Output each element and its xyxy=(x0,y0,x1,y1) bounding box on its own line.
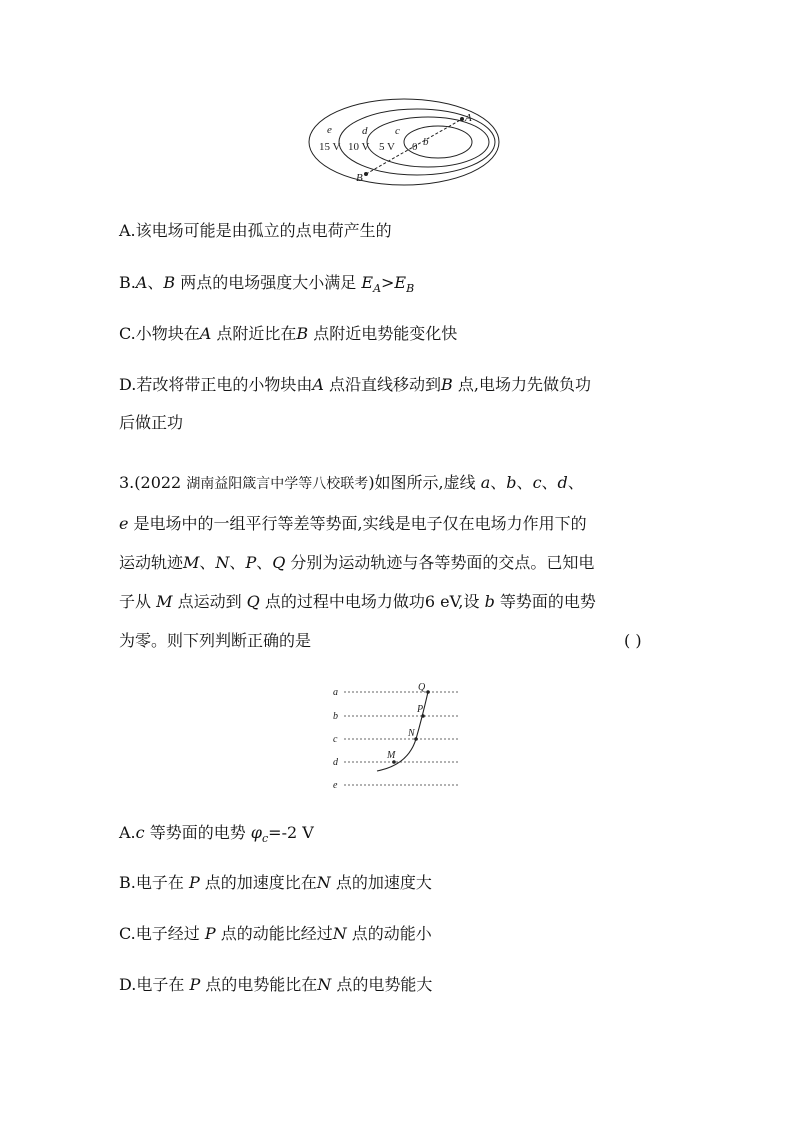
q2-option-b xyxy=(119,272,414,300)
var: N xyxy=(316,873,331,892)
var: b xyxy=(506,473,517,492)
stem-text: 为零。则下列判断正确的是 xyxy=(119,631,312,650)
label-c: c xyxy=(395,125,400,137)
option-text: 两点的电场强度大小满足 xyxy=(175,273,362,292)
line-label-d: d xyxy=(333,757,338,768)
q2-option-a xyxy=(119,220,392,242)
var: e xyxy=(119,514,129,533)
point-label-q: Q xyxy=(418,682,426,693)
option-text: A.该电场可能是由孤立的点电荷产生的 xyxy=(119,221,392,240)
sep: 、 xyxy=(567,473,584,492)
sep: 、 xyxy=(229,553,246,572)
q3-stem-line5 xyxy=(119,630,311,652)
answer-blank[interactable]: ( ) xyxy=(624,631,642,650)
var-a: A xyxy=(135,273,148,292)
point-label-m: M xyxy=(387,750,396,761)
var: Q xyxy=(246,592,260,611)
sub-a: A xyxy=(373,282,382,296)
label-b: b xyxy=(423,136,429,148)
trajectory-figure xyxy=(330,680,470,795)
stem-text: )如图所示,虚线 xyxy=(368,473,481,492)
stem-text: 是电场中的一组平行等差等势面,实线是电子仅在电场力作用下的 xyxy=(128,514,587,533)
q2-option-c xyxy=(119,323,457,345)
stem-text: 子从 xyxy=(119,592,157,611)
option-text: 点附近电势能变化快 xyxy=(308,324,458,343)
option-label: B. xyxy=(119,273,136,292)
sub-c: c xyxy=(262,832,269,846)
sep: 、 xyxy=(199,553,216,572)
option-text: 后做正功 xyxy=(119,413,184,432)
var: P xyxy=(189,975,201,994)
gt-sign: > xyxy=(381,273,395,292)
question-number: 3.(2022 xyxy=(119,473,187,492)
q2-option-d-line2 xyxy=(119,412,183,434)
option-text: 点的加速度大 xyxy=(330,873,432,892)
sep: 、 xyxy=(147,273,164,292)
point-n xyxy=(414,737,418,741)
var: P xyxy=(204,924,216,943)
option-text: =-2 V xyxy=(268,823,314,842)
potential-c: 5 V xyxy=(379,141,395,153)
stem-text: 点的过程中电场力做功6 eV,设 xyxy=(259,592,485,611)
var: Q xyxy=(272,553,286,572)
var-a: A xyxy=(199,324,212,343)
var-phi: φ xyxy=(250,823,262,842)
option-text: 点的电势能比在 xyxy=(200,975,318,994)
q3-option-d xyxy=(119,974,432,996)
stem-text: 分别为运动轨迹与各等势面的交点。已知电 xyxy=(285,553,595,572)
potential-e: 15 V xyxy=(319,141,341,153)
option-text: 点沿直线移动到 xyxy=(323,375,442,394)
var-e: E xyxy=(361,273,374,292)
stem-text: 点运动到 xyxy=(172,592,247,611)
var: d xyxy=(557,473,568,492)
potential-b: 0 xyxy=(412,141,418,153)
line-label-b: b xyxy=(333,711,338,722)
sep: 、 xyxy=(490,473,507,492)
var-b: B xyxy=(163,273,176,292)
sub-b: B xyxy=(406,282,415,296)
question-source: 湖南益阳箴言中学等八校联考 xyxy=(186,476,369,492)
stem-text: 运动轨迹 xyxy=(119,553,184,572)
sep: 、 xyxy=(541,473,558,492)
var-b: B xyxy=(441,375,453,394)
option-text: 点的动能比经过 xyxy=(215,924,333,943)
label-e: e xyxy=(327,124,332,136)
option-text: C.电子经过 xyxy=(119,924,205,943)
q3-option-a xyxy=(119,822,314,850)
var-b: B xyxy=(296,324,309,343)
q3-option-c xyxy=(119,923,432,945)
var: P xyxy=(245,553,257,572)
option-text: 点的加速度比在 xyxy=(199,873,317,892)
point-q xyxy=(426,690,430,694)
q2-option-d-line1 xyxy=(119,374,591,396)
option-text: 点的动能小 xyxy=(346,924,432,943)
line-label-a: a xyxy=(333,687,338,698)
option-text: D.电子在 xyxy=(119,975,190,994)
line-label-e: e xyxy=(333,780,338,791)
var: N xyxy=(215,553,230,572)
option-text: D.若改将带正电的小物块由 xyxy=(119,375,313,394)
option-text: 点附近比在 xyxy=(211,324,297,343)
potential-d: 10 V xyxy=(348,141,370,153)
var: N xyxy=(317,975,332,994)
var: N xyxy=(332,924,347,943)
sep: 、 xyxy=(516,473,533,492)
q3-stem-line1 xyxy=(119,472,584,495)
option-text: 点,电场力先做负功 xyxy=(452,375,591,394)
point-b xyxy=(364,172,368,176)
option-text: B.电子在 xyxy=(119,873,189,892)
var: M xyxy=(183,553,200,572)
var: P xyxy=(188,873,200,892)
var: M xyxy=(156,592,173,611)
q3-stem-line4 xyxy=(119,591,596,613)
var: a xyxy=(480,473,491,492)
label-b-point: B xyxy=(356,172,363,184)
line-label-c: c xyxy=(333,734,338,745)
q3-stem-line2 xyxy=(119,513,587,535)
point-label-p: P xyxy=(417,704,424,715)
q3-stem-line3 xyxy=(119,552,594,574)
option-text: 点的电势能大 xyxy=(331,975,433,994)
option-text: C.小物块在 xyxy=(119,324,200,343)
option-label: A. xyxy=(119,823,136,842)
point-a xyxy=(460,117,464,121)
var: c xyxy=(135,823,145,842)
point-label-n: N xyxy=(408,728,415,739)
stem-text: 等势面的电势 xyxy=(494,592,596,611)
option-text: 等势面的电势 xyxy=(144,823,251,842)
var-e: E xyxy=(394,273,407,292)
var-a: A xyxy=(312,375,324,394)
equipotential-figure xyxy=(300,96,510,188)
label-d: d xyxy=(362,125,368,137)
q3-option-b xyxy=(119,872,432,894)
var: c xyxy=(532,473,542,492)
var: b xyxy=(484,592,495,611)
sep: 、 xyxy=(256,553,273,572)
label-a-point: A xyxy=(465,112,472,124)
